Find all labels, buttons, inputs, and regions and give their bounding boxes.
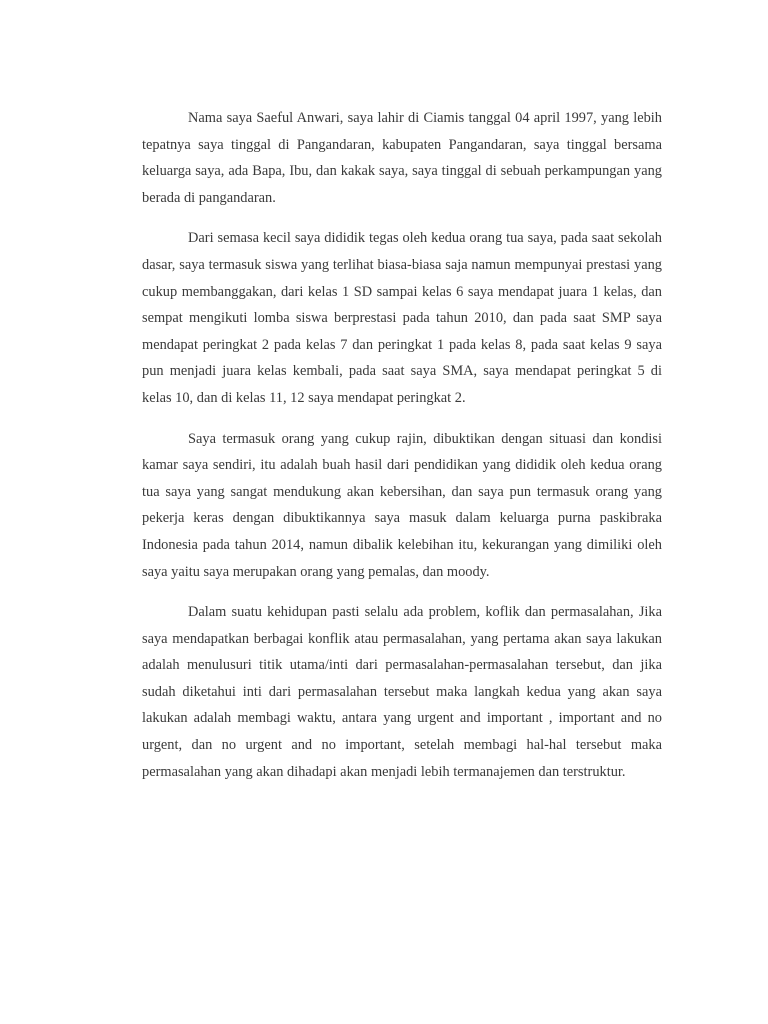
paragraph-1: Nama saya Saeful Anwari, saya lahir di Ciamis tanggal 04 april 1997, yang lebih tepatnya saya tinggal di Pangandaran, kabupaten Pangandaran, saya tinggal bersama keluarga saya, ada Bapa, Ibu, dan kakak saya, saya tinggal di sebuah perkampungan yang berada di pangandaran. — [142, 110, 662, 206]
paragraph-3: Saya termasuk orang yang cukup rajin, dibuktikan dengan situasi dan kondisi kamar saya sendiri, itu adalah buah hasil dari pendidikan yang dididik oleh kedua orang tua saya yang sangat mendukung akan kebersihan, dan saya pun termasuk orang yang pekerja keras dengan dibuktikannya saya masuk dalam keluarga purna paskibraka Indonesia pada tahun 2014, namun dibalik kelebihan itu, kekurangan yang dimiliki oleh saya yaitu saya merupakan orang yang pemalas, dan moody. — [142, 430, 662, 580]
paragraph-4: Dalam suatu kehidupan pasti selalu ada problem, koflik dan permasalahan, Jika saya mendapatkan berbagai konflik atau permasalahan, yang pertama akan saya lakukan adalah menulusuri titik utama/inti dari permasalahan-permasalahan tersebut, dan jika sudah diketahui inti dari permasalahan tersebut maka langkah kedua yang akan saya lakukan adalah membagi waktu, antara yang urgent and important , important and no urgent, dan no urgent and no important, setelah membagi hal-hal tersebut maka permasalahan yang akan dihadapi akan menjadi lebih termanajemen dan terstruktur. — [142, 604, 662, 780]
paragraph-2: Dari semasa kecil saya dididik tegas oleh kedua orang tua saya, pada saat sekolah dasar, saya termasuk siswa yang terlihat biasa-biasa saja namun mempunyai prestasi yang cukup membanggakan, dari kelas 1 SD sampai kelas 6 saya mendapat juara 1 kelas, dan sempat mengikuti lomba siswa berprestasi pada tahun 2010, dan pada saat SMP saya mendapat peringkat 2 pada kelas 7 dan peringkat 1 pada kelas 8, pada saat kelas 9 saya pun menjadi juara kelas kembali, pada saat saya SMA, saya mendapat peringkat 5 di kelas 10, dan di kelas 11, 12 saya mendapat peringkat 2. — [142, 230, 662, 406]
document-body — [142, 105, 662, 799]
